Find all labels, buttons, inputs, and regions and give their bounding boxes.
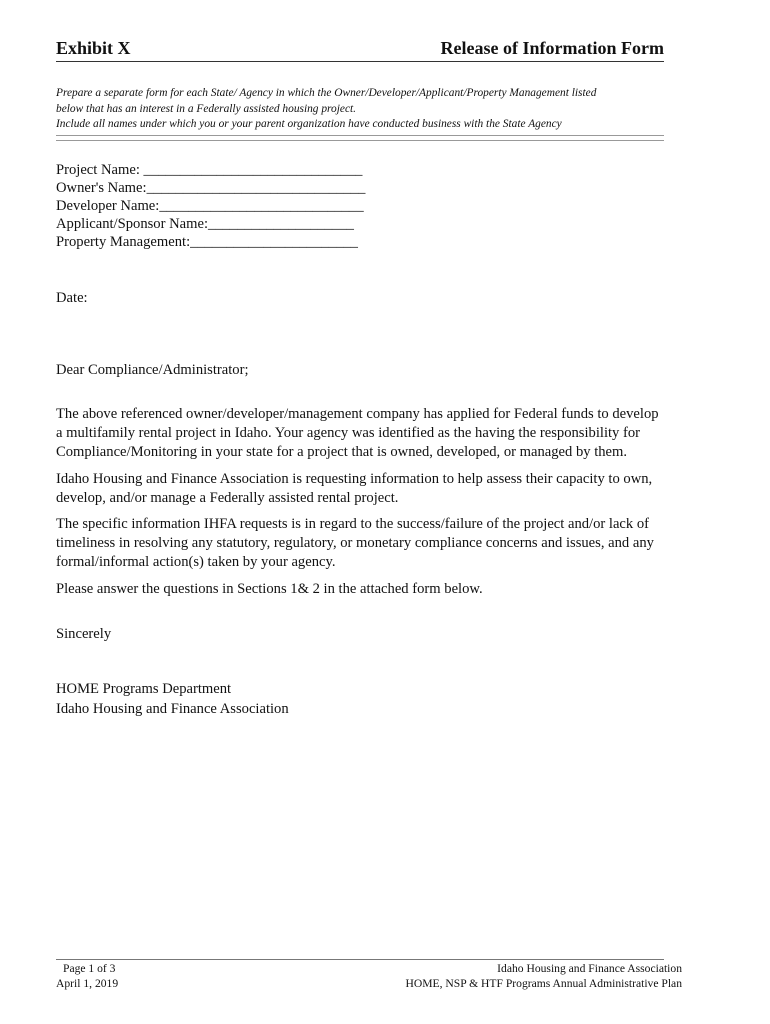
paragraph-line: develop, and/or manage a Federally assisted rental project.	[56, 489, 399, 506]
section-divider	[56, 135, 664, 141]
instructions	[56, 86, 666, 133]
project-name-field: Project Name: ______________________________	[56, 162, 363, 178]
paragraph-line: The above referenced owner/developer/management company has applied for Federal funds to develop	[56, 406, 659, 422]
footer-right	[405, 962, 682, 991]
footer-divider	[56, 959, 664, 960]
paragraph-line: formal/informal action(s) taken by your agency.	[56, 554, 336, 571]
developer-name-field: Developer Name:____________________________	[56, 198, 364, 214]
signature-block	[56, 680, 289, 719]
applicant-sponsor-field: Applicant/Sponsor Name:____________________	[56, 216, 354, 232]
paragraph-line: Compliance/Monitoring in your state for a project that is owned, developed, or managed by them.	[56, 444, 628, 461]
footer-plan: HOME, NSP & HTF Programs Annual Administrative Plan	[405, 976, 682, 990]
paragraph-line: The specific information IHFA requests is in regard to the success/failure of the project and/or lack of	[56, 516, 650, 533]
project-fields	[56, 161, 365, 251]
footer-left	[56, 962, 118, 991]
page-header	[56, 38, 664, 59]
letter-body	[56, 398, 696, 606]
footer-organization: Idaho Housing and Finance Association	[497, 962, 682, 975]
page-number: Page 1 of 3	[63, 962, 116, 975]
property-management-field: Property Management:_______________________	[56, 234, 358, 250]
instruction-line: Include all names under which you or your parent organization have conducted business with the State Agency	[56, 118, 562, 130]
instruction-line: Prepare a separate form for each State/ Agency in which the Owner/Developer/Applicant/Property Management listed	[56, 87, 597, 99]
owner-name-field: Owner's Name:______________________________	[56, 180, 366, 196]
paragraph-line: Please answer the questions in Sections 1& 2 in the attached form below.	[56, 580, 483, 597]
signature-organization: Idaho Housing and Finance Association	[56, 700, 289, 717]
instruction-line: below that has an interest in a Federally assisted housing project.	[56, 102, 357, 115]
paragraph-line: timeliness in resolving any statutory, regulatory, or monetary compliance concerns and issues, and any	[56, 535, 654, 552]
salutation: Dear Compliance/Administrator;	[56, 362, 249, 378]
exhibit-label: Exhibit X	[56, 38, 131, 58]
closing: Sincerely	[56, 626, 112, 642]
paragraph-line: Idaho Housing and Finance Association is requesting information to help assess their capacity to own,	[56, 470, 653, 487]
form-title: Release of Information Form	[440, 38, 664, 58]
footer-date: April 1, 2019	[56, 976, 119, 990]
paragraph-line: a multifamily rental project in Idaho. Your agency was identified as the having the responsibility for	[56, 425, 641, 442]
date-label: Date:	[56, 290, 88, 306]
header-divider	[56, 61, 664, 62]
signature-department: HOME Programs Department	[56, 681, 232, 697]
